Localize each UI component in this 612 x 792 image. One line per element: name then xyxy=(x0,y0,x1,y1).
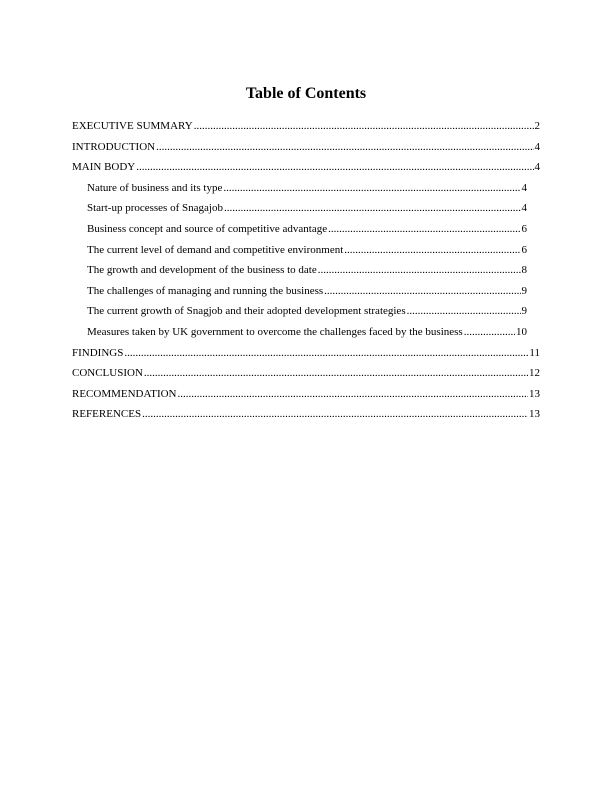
toc-entry-label: Measures taken by UK government to overcome the challenges faced by the business xyxy=(87,325,463,338)
toc-entry-page: 4 xyxy=(534,140,540,153)
toc-entry-page: 13 xyxy=(529,387,540,400)
toc-entry-label: Business concept and source of competitive advantage xyxy=(87,222,328,235)
toc-entry-page: 4 xyxy=(521,202,527,215)
toc-dot-leader xyxy=(223,178,520,199)
toc-entry[interactable] xyxy=(72,343,540,364)
toc-dot-leader xyxy=(344,240,520,261)
toc-entry-page: 13 xyxy=(529,408,540,421)
toc-subentry[interactable] xyxy=(72,240,527,261)
toc-entry-page: 10 xyxy=(516,325,527,338)
toc-subentry[interactable] xyxy=(72,281,527,302)
toc-entry-label: Start-up processes of Snagajob xyxy=(87,202,223,215)
toc-entry[interactable] xyxy=(72,116,540,137)
toc-entry-label: CONCLUSION xyxy=(72,367,143,380)
toc-dot-leader xyxy=(328,219,520,240)
toc-dot-leader xyxy=(318,260,521,281)
toc-entry-page: 2 xyxy=(534,120,540,132)
toc-entry[interactable] xyxy=(72,404,540,425)
toc-entry-label: The challenges of managing and running the business xyxy=(87,284,324,297)
toc-entry-page: 9 xyxy=(521,284,527,297)
toc-entry-label: REFERENCES xyxy=(72,408,142,421)
toc-dot-leader xyxy=(136,157,533,178)
toc-entry-page: 4 xyxy=(534,161,540,174)
toc-entry-page: 4 xyxy=(521,181,527,194)
toc-entry[interactable] xyxy=(72,137,540,158)
toc-entry-page: 12 xyxy=(529,367,540,380)
toc-dot-leader xyxy=(144,363,528,384)
toc-entry-label: The current growth of Snagjob and their adopted development strategies xyxy=(87,305,406,318)
toc-entry-page: 6 xyxy=(521,243,527,256)
toc-dot-leader xyxy=(156,137,533,158)
toc-entry-page: 11 xyxy=(529,346,540,359)
toc-entry-label: RECOMMENDATION xyxy=(72,387,177,400)
toc-entry[interactable] xyxy=(72,157,540,178)
toc-entry-label: Nature of business and its type xyxy=(87,181,223,194)
toc-subentry[interactable] xyxy=(72,198,527,219)
toc-subentry[interactable] xyxy=(72,322,527,343)
toc-dot-leader xyxy=(142,404,528,425)
toc-list xyxy=(72,116,542,425)
toc-entry-page: 9 xyxy=(521,305,527,318)
toc-dot-leader xyxy=(194,116,534,137)
toc-entry[interactable] xyxy=(72,363,540,384)
toc-entry-label: INTRODUCTION xyxy=(72,140,156,153)
toc-dot-leader xyxy=(407,301,521,322)
toc-entry-page: 6 xyxy=(521,222,527,235)
toc-entry-label: The growth and development of the business to date xyxy=(87,264,317,277)
toc-subentry[interactable] xyxy=(72,301,527,322)
toc-subentry[interactable] xyxy=(72,219,527,240)
toc-dot-leader xyxy=(178,384,529,405)
toc-dot-leader xyxy=(324,281,520,302)
toc-title: Table of Contents xyxy=(245,85,367,102)
toc-dot-leader xyxy=(464,322,515,343)
toc-entry-page: 8 xyxy=(521,264,527,277)
toc-entry-label: FINDINGS xyxy=(72,346,124,359)
toc-dot-leader xyxy=(224,198,521,219)
toc-entry-label: EXECUTIVE SUMMARY xyxy=(72,120,193,132)
toc-subentry[interactable] xyxy=(72,178,527,199)
toc-entry[interactable] xyxy=(72,384,540,405)
toc-entry-label: MAIN BODY xyxy=(72,161,136,174)
toc-entry-label: The current level of demand and competitive environment xyxy=(87,243,344,256)
toc-dot-leader xyxy=(124,343,528,364)
toc-subentry[interactable] xyxy=(72,260,527,281)
